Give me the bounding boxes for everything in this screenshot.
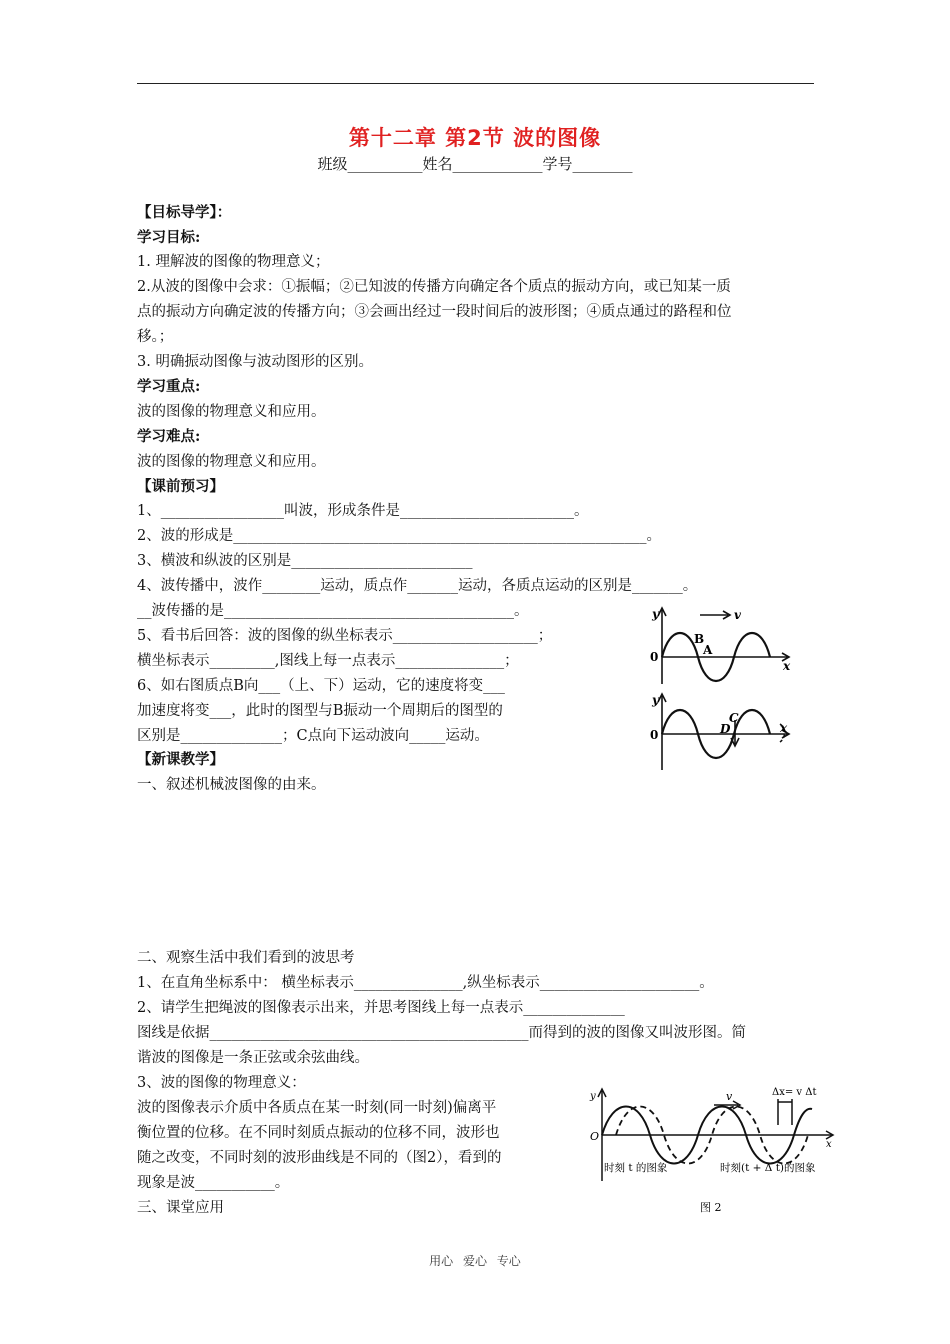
page-footer: 用心 爱心 专心 [429, 1254, 521, 1268]
part2-q2: 2、请学生把绳波的图像表示出来，并思考图线上每一点表示______________ [137, 1000, 625, 1016]
lesson-part-1: 一、叙述机械波图像的由来。 [137, 777, 326, 793]
preview-q5: 5、看书后回答：波的图像的纵坐标表示____________________； [137, 628, 553, 644]
preview-q5-cont: 横坐标表示_________,图线上每一点表示_______________； [137, 653, 519, 669]
meaning-text-3: 随之改变，不同时刻的波形曲线是不同的（图2），看到的 [137, 1150, 502, 1166]
goal-1: 1. 理解波的图像的物理意义； [137, 254, 330, 270]
heading-difficulties: 学习难点: [137, 428, 201, 445]
section-heading-preview: 【课前预习】 [137, 478, 224, 495]
goal-2-cont: 点的振动方向确定波的传播方向；③会画出经过一段时间后的波形图；④质点通过的路程和位 [137, 304, 732, 320]
axis-y-label: y [590, 1091, 596, 1102]
top-rule [137, 83, 814, 84]
origin-label: 0 [650, 728, 659, 742]
caption-time-t-dt: 时刻(t + Δ t)的图象 [720, 1162, 816, 1174]
axis-x-label: x [780, 721, 788, 735]
part2-q2-cont: 图线是依据____________________________________________而得到的波的图像又叫波形图。简 [137, 1025, 746, 1041]
axis-x-label: x [783, 659, 791, 673]
preview-q4: 4、波传播中，波作________运动，质点作_______运动，各质点运动的区别是_______。 [137, 578, 698, 594]
preview-q4-cont: __波传播的是________________________________________。 [137, 603, 529, 619]
lesson-part-2: 二、观察生活中我们看到的波思考 [137, 950, 355, 966]
section-heading-new-lesson: 【新课教学】 [137, 751, 224, 768]
goal-2: 2.从波的图像中会求：①振幅；②已知波的传播方向确定各个质点的振动方向，或已知某一质 [137, 279, 731, 295]
page-title: 第十二章 第2节 波的图像 [348, 126, 602, 150]
preview-q6: 6、如右图质点B向___（上、下）运动，它的速度将变___ [137, 678, 505, 694]
part2-q1: 1、在直角坐标系中： 横坐标表示_______________,纵坐标表示______________________。 [137, 975, 714, 991]
heading-learning-goals: 学习目标: [137, 229, 201, 246]
origin-label: 0 [650, 650, 659, 664]
section-heading-goals: 【目标导学】： [137, 204, 232, 221]
preview-q2: 2、波的形成是_________________________________________________________。 [137, 528, 661, 544]
preview-q6-end: 区别是______________；C点向下运动波向_____运动。 [137, 728, 489, 744]
part2-q2-end: 谐波的图像是一条正弦或余弦曲线。 [137, 1050, 369, 1066]
point-a-label: A [703, 643, 713, 657]
point-d-label: D [720, 722, 731, 736]
preview-q3: 3、横波和纵波的区别是_________________________ [137, 553, 473, 569]
goal-3: 3. 明确振动图像与波动图形的区别。 [137, 354, 373, 370]
preview-q6-cont: 加速度将变___，此时的图型与B振动一个周期后的图型的 [137, 703, 503, 719]
heading-key-points: 学习重点: [137, 378, 201, 395]
delta-x-label: Δx= v Δt [772, 1087, 817, 1098]
velocity-label: v [734, 608, 741, 622]
part2-q3: 3、波的图像的物理意义： [137, 1075, 306, 1091]
figure-2-wave-snapshots [586, 1085, 840, 1217]
axis-y-label: y [652, 607, 659, 621]
wave-figure-b-a [648, 600, 798, 690]
figure-2-label: 图 2 [700, 1201, 722, 1214]
velocity-label: v [726, 1090, 733, 1103]
key-points-text: 波的图像的物理意义和应用。 [137, 404, 326, 420]
caption-time-t: 时刻 t 的图象 [604, 1162, 668, 1174]
student-info-fields: 班级__________姓名____________学号________ [317, 155, 633, 173]
goal-2-end: 移。； [137, 329, 174, 345]
meaning-text-4: 现象是波___________。 [137, 1175, 290, 1191]
wave-figure-c-d [648, 690, 798, 772]
point-b-label: B [694, 632, 705, 646]
axis-x-label: x [826, 1139, 832, 1150]
axis-y-label: y [652, 693, 659, 707]
preview-q1: 1、_________________叫波，形成条件是________________________。 [137, 503, 589, 519]
origin-label: O [590, 1130, 600, 1143]
lesson-part-3: 三、课堂应用 [137, 1200, 224, 1216]
difficulties-text: 波的图像的物理意义和应用。 [137, 454, 326, 470]
meaning-text-2: 衡位置的位移。在不同时刻质点振动的位移不同，波形也 [137, 1125, 500, 1141]
meaning-text-1: 波的图像表示介质中各质点在某一时刻(同一时刻)偏离平 [137, 1100, 497, 1116]
point-c-label: C [729, 711, 739, 725]
